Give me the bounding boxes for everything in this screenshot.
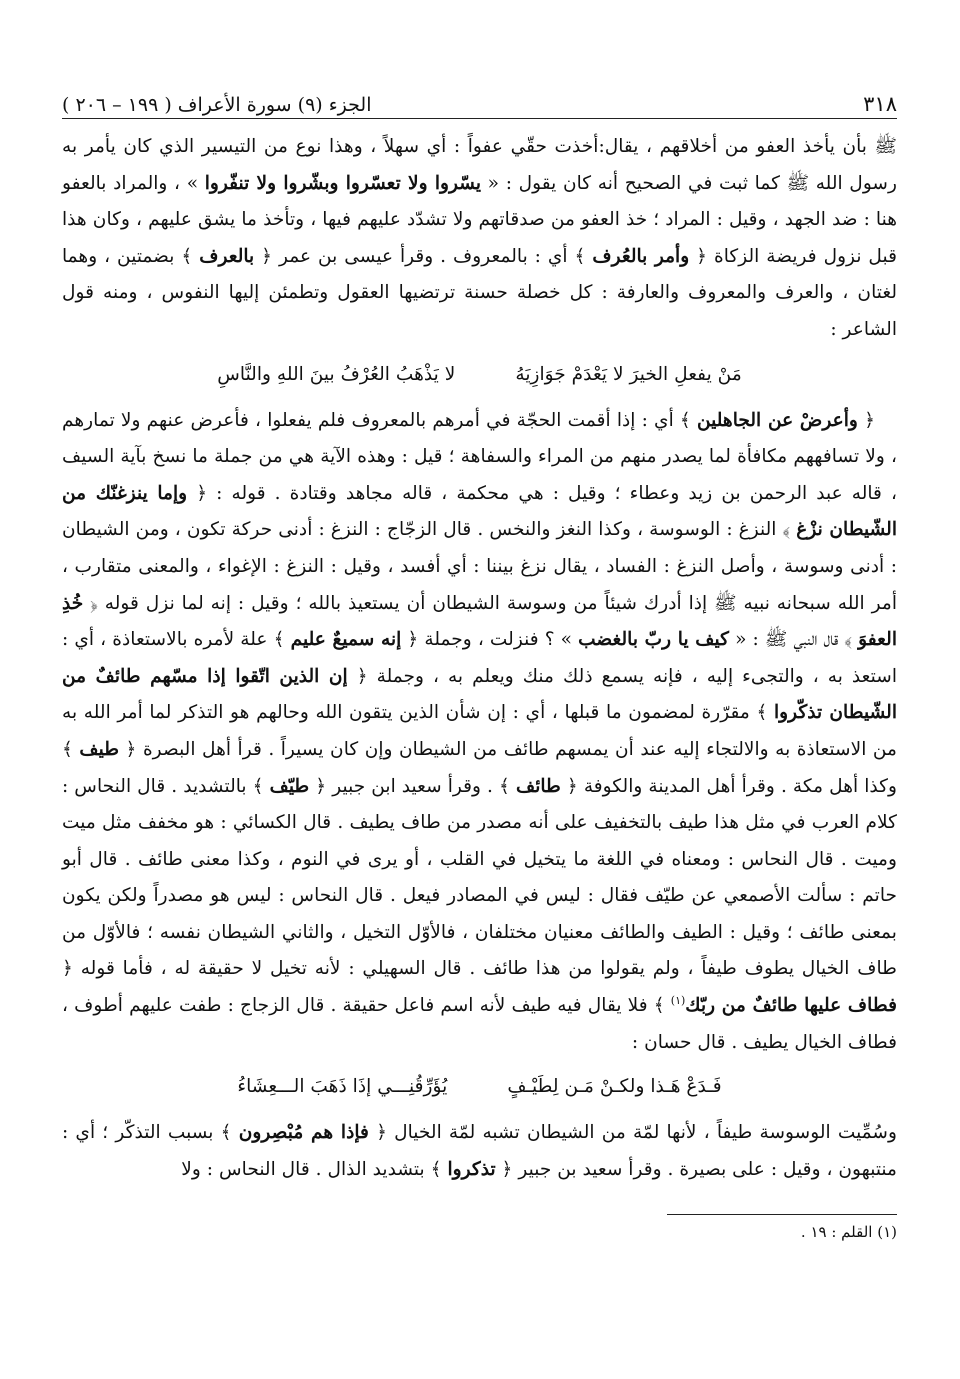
text-run: وسُمِّيت الوسوسة طيفاً ، لأنها لمّة من الشيطان تشبه لمّة الخيال ﴿ bbox=[368, 1122, 897, 1144]
paragraph-1 bbox=[62, 129, 897, 349]
verse-hemistich-left: لا يَذْهَبُ العُرْفُ بينَ اللهِ والنَّاسِ bbox=[217, 363, 456, 385]
verse-hemistich-right: فَـدَعْ هَـذا ولكـنْ مَـن لِطَيْـفٍ bbox=[507, 1076, 722, 1098]
running-header bbox=[62, 82, 897, 119]
text-run: ﴾ وكذا أهل مكة . وقرأ أهل المدينة والكوفة ﴿ bbox=[62, 738, 897, 797]
text-run: ﴾ مقرّرة لمضمون ما قبلها ، أي : إن شأن الذين يتقون الله وحالهم هو التذكر لما أمر الله به من الاستعاذة به والالتجاء إليه عند أن يمسهم طائف من الشيطان وإن كان يسيراً . قرأ أهل البصرة ﴿ bbox=[62, 702, 897, 760]
text-run: » ؟ فنزلت ، وجملة ﴿ bbox=[401, 629, 579, 651]
text-run: » ، والمراد بالعفو هنا : ضد الجهد ، وقيل : المراد ؛ خذ العفو من صدقاتهم ولا تشدّد عليهم فيها ، وتأخذ ما يشق عليهم ، وكان هذا قبل نزول فريضة الزكاة ﴿ bbox=[62, 172, 898, 267]
hadith-quote: يسّروا ولا تعسّروا وبشّروا ولا تنفّروا bbox=[204, 172, 482, 194]
page bbox=[62, 82, 897, 1241]
text-run: ﴾ فلا يقال فيه طيف لأنه اسم فاعل حقيقة . قال الزجاج : طفت عليهم أطوف ، فطاف الخيال يطيف . قال حسان : bbox=[62, 995, 897, 1053]
quran-quote: إن الذين اتّقوا إذا مسّهم طائفٌ من الشّيطان تذكّروا bbox=[62, 665, 897, 724]
quran-quote: بالعرف bbox=[199, 245, 255, 267]
paragraph-3 bbox=[62, 1115, 897, 1188]
paragraph-2: ﴿ وأعرضْ عن الجاهلين ﴾ أي : إذا أقمت الحجّة في أمرهم بالمعروف فلم يفعلوا ، فأعرض عنهم ولا تمارهم ، ولا تسافههم مكافأة لما يصدر منهم من المراء والسفاهة ؛ قيل : وهذه الآية هي من جملة ما نسخ بآية السيف ، قاله عبد الرحمن بن زيد وعطاء ؛ وقيل : هي محكمة ، قاله مجاهد وقتادة . قوله : ﴿ وإما ينزغنّك من الشّيطان نزْغ ﴾ النزغ : الوسوسة ، وكذا النغز والنخس . قال الزجّاج : النزغ : أدنى حركة تكون ، ومن الشيطان : أدنى وسوسة ، وأصل النزغ : الفساد ، يقال نزغ بيننا : أي أفسد ، وقيل : النزغ : الإغواء ، والمعنى متقارب ، أمر الله سبحانه نبيه ﷺ إذا أدرك شيئاً من وسوسة الشيطان أن يستعيذ بالله ؛ وقيل : إنه لما نزل قوله ﴿ خُذِ العفوَ ﴾ قال النبي ﷺ : « كيف يا ربّ بالغضب » ؟ فنزلت ، وجملة ﴿ إنه سميعٌ عليم ﴾ علة لأمره بالاستعاذة ، أي : استعذ به ، والتجىء إليه ، فإنه يسمع ذلك منك ويعلم به ، وجملة ﴿ إن الذين اتّقوا إذا مسّهم طائفٌ من الشّيطان تذكّروا ﴾ مقرّرة لمضمون ما قبلها ، أي : إن شأن الذين يتقون الله وحالهم هو التذكر لما أمر الله به من الاستعاذة به والالتجاء إليه عند أن يمسهم طائف من الشيطان وإن كان يسيراً . قرأ أهل البصرة ﴿ طيف ﴾ وكذا أهل مكة . وقرأ أهل المدينة والكوفة ﴿ طائف ﴾ . وقرأ سعيد ابن جبير ﴿ طيّف ﴾ بالتشديد . قال النحاس : كلام العرب في مثل هذا طيف بالتخفيف على أنه مصدر من طاف يطيف . قال الكسائي : هو مخفف مثل ميت وميت . قال النحاس : ومعناه في اللغة ما يتخيل في القلب ، أو يرى في النوم ، وكذا معنى طائف . قال أبو حاتم : سألت الأصمعي عن طيّف فقال : ليس في المصادر فيعل . قال النحاس : ليس هو مصدراً ولكن يكون بمعنى طائف ؛ وقيل : الطيف والطائف معنيان مختلفان ، فالأوّل التخيل ، والثاني الشيطان نفسه ؛ فالأوّل من طاف الخيال يطوف طيفاً ، ولم يقولوا من هذا طائف . قال السهيلي : لأنه تخيل لا حقيقة له ، فأما قوله ﴿ فطاف عليها طائفٌ من ربّك$^{(١)}$ ﴾ فلا يقال فيه طيف لأنه اسم فاعل حقيقة . قال الزجاج : طفت عليهم أطوف ، فطاف الخيال يطيف . قال حسان : bbox=[62, 409, 898, 1053]
quran-quote: خُذِ العفوَ bbox=[62, 592, 897, 651]
quran-quote: طيف bbox=[79, 738, 120, 760]
page-body bbox=[62, 129, 897, 1188]
text-run: ﴾ أي : بالمعروف . وقرأ عيسى بن عمر ﴿ bbox=[254, 245, 593, 267]
text-run: ﴾ قال النبي ﷺ : « bbox=[729, 629, 859, 651]
hadith-quote: كيف يا ربّ بالغضب bbox=[578, 629, 729, 651]
text-run: ﴾ علة لأمره بالاستعاذة ، أي : استعذ به ، والتجىء إليه ، فإنه يسمع ذلك منك ويعلم به ، وجملة ﴿ bbox=[62, 629, 897, 687]
quran-quote: وأمر بالعُرف bbox=[592, 245, 690, 267]
text-run: ﷺ بأن يأخذ العفو من أخلاقهم ، يقال:أخذت حقّي عفواً : أي سهلاً ، وهذا نوع من التيسير الذي كان يأمر به رسول الله ﷺ كما ثبت في الصحيح أنه كان يقول : « bbox=[62, 136, 897, 194]
text-run: ﴾ بتشديد الذال . قال النحاس : ولا bbox=[181, 1158, 448, 1180]
page-number: ٣١٨ bbox=[863, 92, 897, 116]
footnote-marker: (١) bbox=[670, 993, 686, 1007]
quran-quote: وإما ينزغنّك من الشّيطان نزْغ bbox=[62, 482, 897, 541]
text-run: ﴾ النزغ : الوسوسة ، وكذا النغز والنخس . قال الزجّاج : النزغ : أدنى حركة تكون ، ومن الشيطان : أدنى وسوسة ، وأصل النزغ : الفساد ، يقال نزغ بيننا : أي أفسد ، وقيل : النزغ : الإغواء ، والمعنى متقارب ، أمر الله سبحانه نبيه ﷺ إذا أدرك شيئاً من وسوسة الشيطان أن يستعيذ بالله ؛ وقيل : إنه لما نزل قوله ﴿ bbox=[62, 519, 897, 614]
verse-hemistich-right: مَنْ يفعلِ الخيرَ لا يَعْدَمْ جَوَازِيَهُ bbox=[515, 363, 742, 385]
quran-quote: إنه سميعٌ عليم bbox=[290, 629, 402, 651]
quran-quote: طائف bbox=[515, 775, 561, 797]
text-run: ﴾ بضمتين ، وهما لغتان ، والعرف والمعروف والعارفة : كل خصلة حسنة ترتضيها العقول وتطمئن إليها النفوس ، ومنه قول الشاعر : bbox=[62, 245, 897, 340]
text-run: ﴾ بسبب التذكّر ؛ أي : منتبهون ، وقيل : على بصيرة . وقرأ سعيد بن جبير ﴿ bbox=[62, 1122, 897, 1180]
text-run: ﴾ بالتشديد . قال النحاس : كلام العرب في مثل هذا طيف بالتخفيف على أنه مصدر من طاف يطيف . قال الكسائي : هو مخفف مثل ميت وميت . قال النحاس : ومعناه في اللغة ما يتخيل في القلب ، أو يرى في النوم ، وكذا معنى طائف . قال أبو حاتم : سألت الأصمعي عن طيّف فقال : ليس في المصادر فيعل . قال النحاس : ليس هو مصدراً ولكن يكون بمعنى طائف ؛ وقيل : الطيف والطائف معنيان مختلفان ، فالأوّل التخيل ، والثاني الشيطان نفسه ؛ فالأوّل من طاف الخيال يطوف طيفاً ، ولم يقولوا من هذا طائف . قال السهيلي : لأنه تخيل لا حقيقة له ، فأما قوله ﴿ bbox=[62, 775, 897, 980]
poetry-verse bbox=[62, 357, 897, 393]
footnote-separator bbox=[667, 1214, 897, 1215]
running-title: الجزء (٩) سورة الأعراف ( ١٩٩ – ٢٠٦ ) bbox=[62, 94, 372, 116]
text-run: ﴾ . وقرأ سعيد ابن جبير ﴿ bbox=[309, 775, 516, 797]
text-run: ﴾ أي : إذا أقمت الحجّة في أمرهم بالمعروف فلم يفعلوا ، فأعرض عنهم ولا تمارهم ، ولا تسافههم مكافأة لما يصدر منهم من المراء والسفاهة ؛ قيل : وهذه الآية هي من جملة ما نسخ بآية السيف ، قاله عبد الرحمن بن زيد وعطاء ؛ وقيل : هي محكمة ، قاله مجاهد وقتادة . قوله : ﴿ bbox=[62, 409, 898, 504]
verse-hemistich-left: يُؤَرِّقُنِـــي إذَا ذَهَبَ الـــعِشَاءُ bbox=[237, 1076, 448, 1098]
quran-quote: تذكروا bbox=[447, 1158, 496, 1180]
poetry-verse bbox=[62, 1069, 897, 1105]
quran-quote: فطاف عليها طائفٌ من ربّك bbox=[685, 995, 897, 1017]
quran-quote: وأعرضْ عن الجاهلين bbox=[697, 409, 858, 431]
footnote: (١) القلم : ١٩ . bbox=[800, 1223, 897, 1242]
quran-quote: طيّف bbox=[269, 775, 310, 797]
quran-quote: فإذا هم مُبْصِرون bbox=[238, 1122, 369, 1144]
